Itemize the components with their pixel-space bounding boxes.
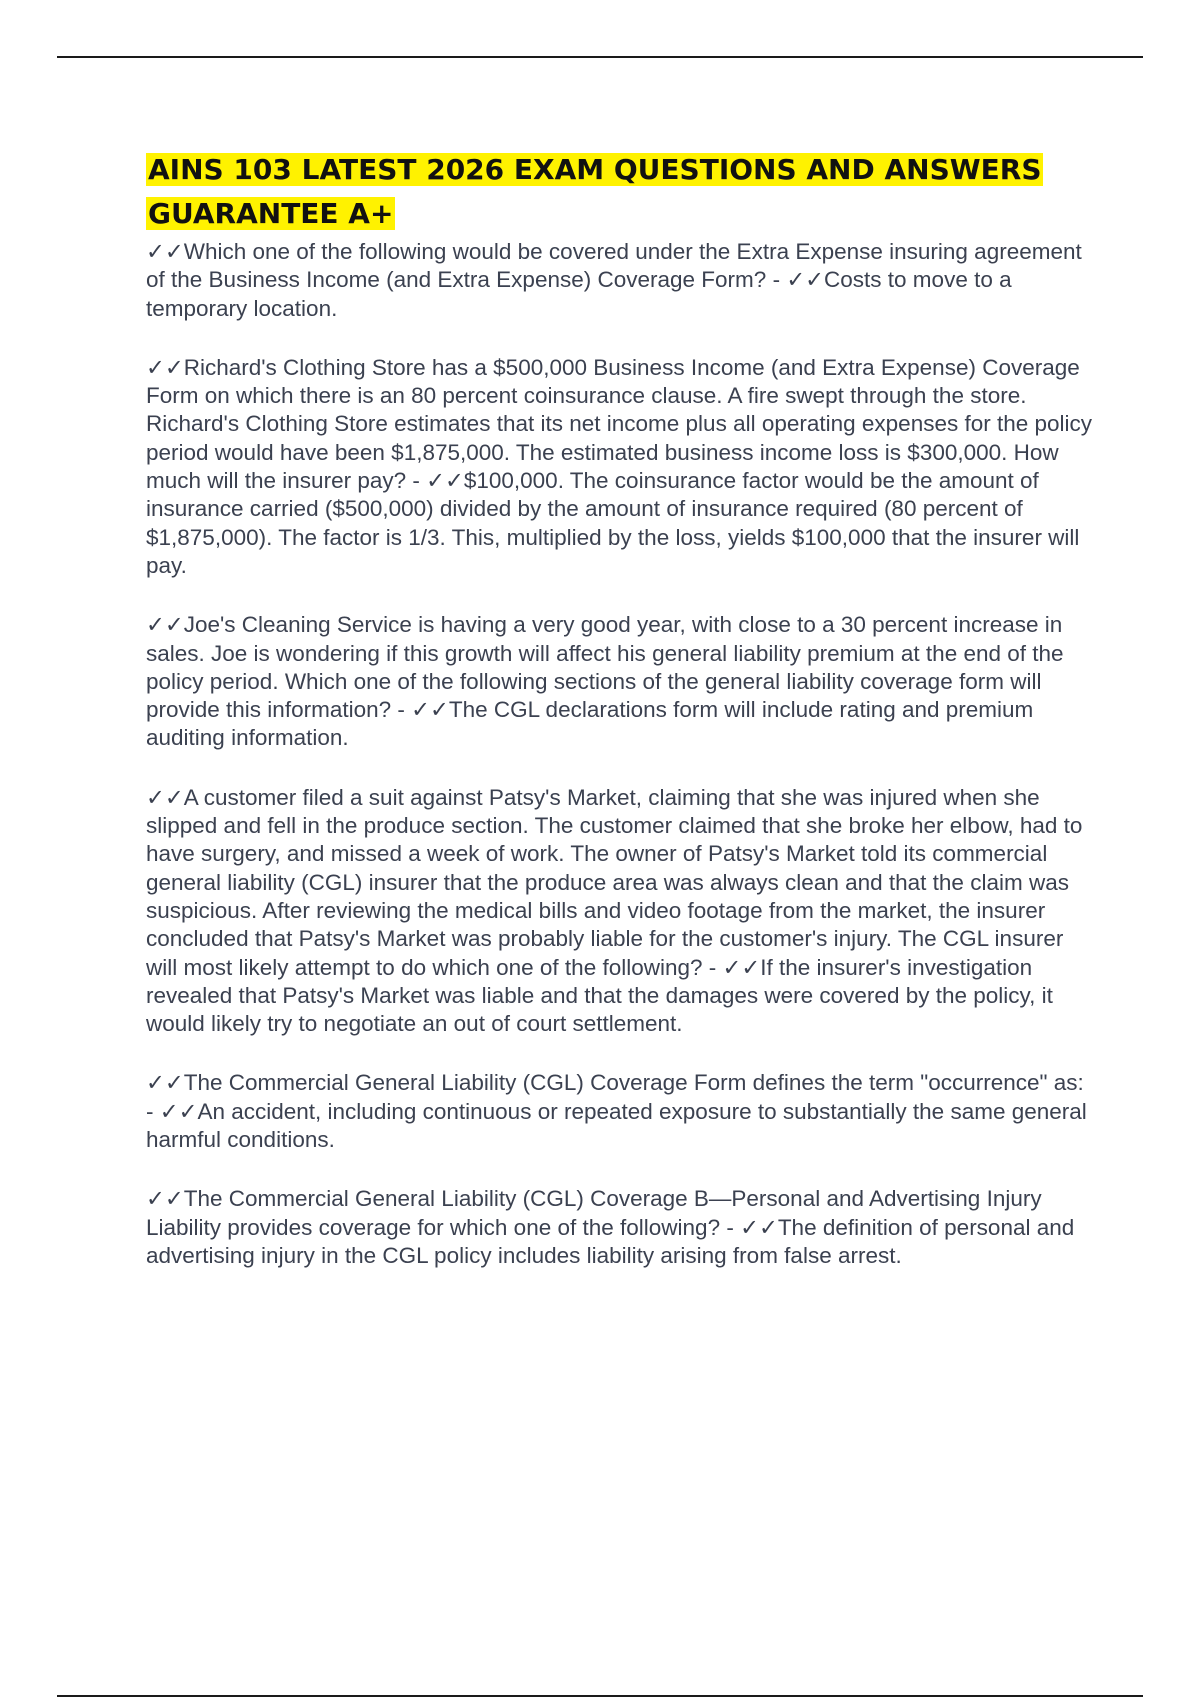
title-highlight: AINS 103 LATEST 2026 EXAM QUESTIONS AND ANSWERS GUARANTEE A+ — [148, 153, 1042, 230]
qa-item-5 — [146, 1069, 1096, 1154]
document-body — [146, 148, 1096, 1301]
check-icon: ✓✓ — [146, 612, 184, 638]
separator: - — [391, 697, 412, 723]
separator: - — [702, 954, 723, 980]
answer-text: Costs to move to a temporary location. — [146, 267, 1012, 321]
check-icon: ✓✓ — [722, 954, 761, 980]
question-text: The Commercial General Liability (CGL) Coverage Form defines the term "occurrence" as: — [183, 1070, 1084, 1096]
answer-text: If the insurer's investigation revealed that Patsy's Market was liable and that the damages were covered by the policy, it would likely try to negotiate an out of court settlement. — [146, 954, 1053, 1037]
check-icon: ✓✓ — [146, 1186, 184, 1212]
question-text: The Commercial General Liability (CGL) Coverage B—Personal and Advertising Injury Liability provides coverage for which one of the following? — [146, 1186, 1042, 1240]
check-icon: ✓✓ — [146, 784, 184, 810]
answer-text: An accident, including continuous or repeated exposure to substantially the same general harmful conditions. — [146, 1098, 1087, 1153]
check-icon: ✓✓ — [146, 354, 184, 380]
separator: - — [720, 1214, 741, 1240]
check-icon: ✓✓ — [740, 1214, 778, 1240]
check-icon: ✓✓ — [411, 697, 449, 723]
check-icon: ✓✓ — [426, 468, 464, 494]
separator: - — [146, 1098, 160, 1124]
answer-text: $100,000. The coinsurance factor would be the amount of insurance carried ($500,000) divided by the amount of insurance required (80 percent of $1,875,000). The factor is 1/3. This, multiplied by the loss, yields $100,000 that the insurer will pay. — [146, 468, 1080, 578]
separator: - — [406, 468, 427, 494]
answer-text: The definition of personal and advertising injury in the CGL policy includes liability arising from false arrest. — [146, 1214, 1075, 1268]
question-text: Richard's Clothing Store has a $500,000 Business Income (and Extra Expense) Coverage Form on which there is an 80 percent coinsurance clause. A fire swept through the store. Richard's Clothing Store estimates that its net income plus all operating expenses for the policy period would have been $1,875,000. The estimated business income loss is $300,000. How much will the insurer pay? — [146, 354, 1093, 494]
top-rule — [57, 56, 1143, 58]
check-icon: ✓✓ — [786, 267, 825, 293]
question-text: Which one of the following would be covered under the Extra Expense insuring agreement of the Business Income (and Extra Expense) Coverage Form? — [146, 239, 1082, 293]
answer-text: The CGL declarations form will include rating and premium auditing information. — [146, 697, 1034, 751]
qa-item-2 — [146, 354, 1096, 580]
bottom-rule — [57, 1695, 1143, 1697]
question-text: Joe's Cleaning Service is having a very good year, with close to a 30 percent increase in sales. Joe is wondering if this growth will affect his general liability premium at the end of the policy period. Which one of the following sections of the general liability coverage form will provide this information? — [146, 612, 1064, 723]
check-icon: ✓✓ — [146, 1070, 184, 1096]
qa-item-4 — [146, 784, 1096, 1039]
question-text: A customer filed a suit against Patsy's Market, claiming that she was injured when she slipped and fell in the produce section. The customer claimed that she broke her elbow, had to have surgery, and missed a week of work. The owner of Patsy's Market told its commercial general liability (CGL) insurer that the produce area was always clean and that the claim was suspicious. After reviewing the medical bills and video footage from the market, the insurer concluded that Patsy's Market was probably liable for the customer's injury. The CGL insurer will most likely attempt to do which one of the following? — [146, 784, 1083, 980]
check-icon: ✓✓ — [159, 1098, 198, 1124]
separator: - — [766, 267, 787, 293]
document-title — [146, 148, 1096, 236]
check-icon: ✓✓ — [146, 239, 184, 264]
qa-item-6 — [146, 1185, 1096, 1270]
qa-item-1 — [146, 238, 1096, 323]
qa-item-3 — [146, 611, 1096, 752]
